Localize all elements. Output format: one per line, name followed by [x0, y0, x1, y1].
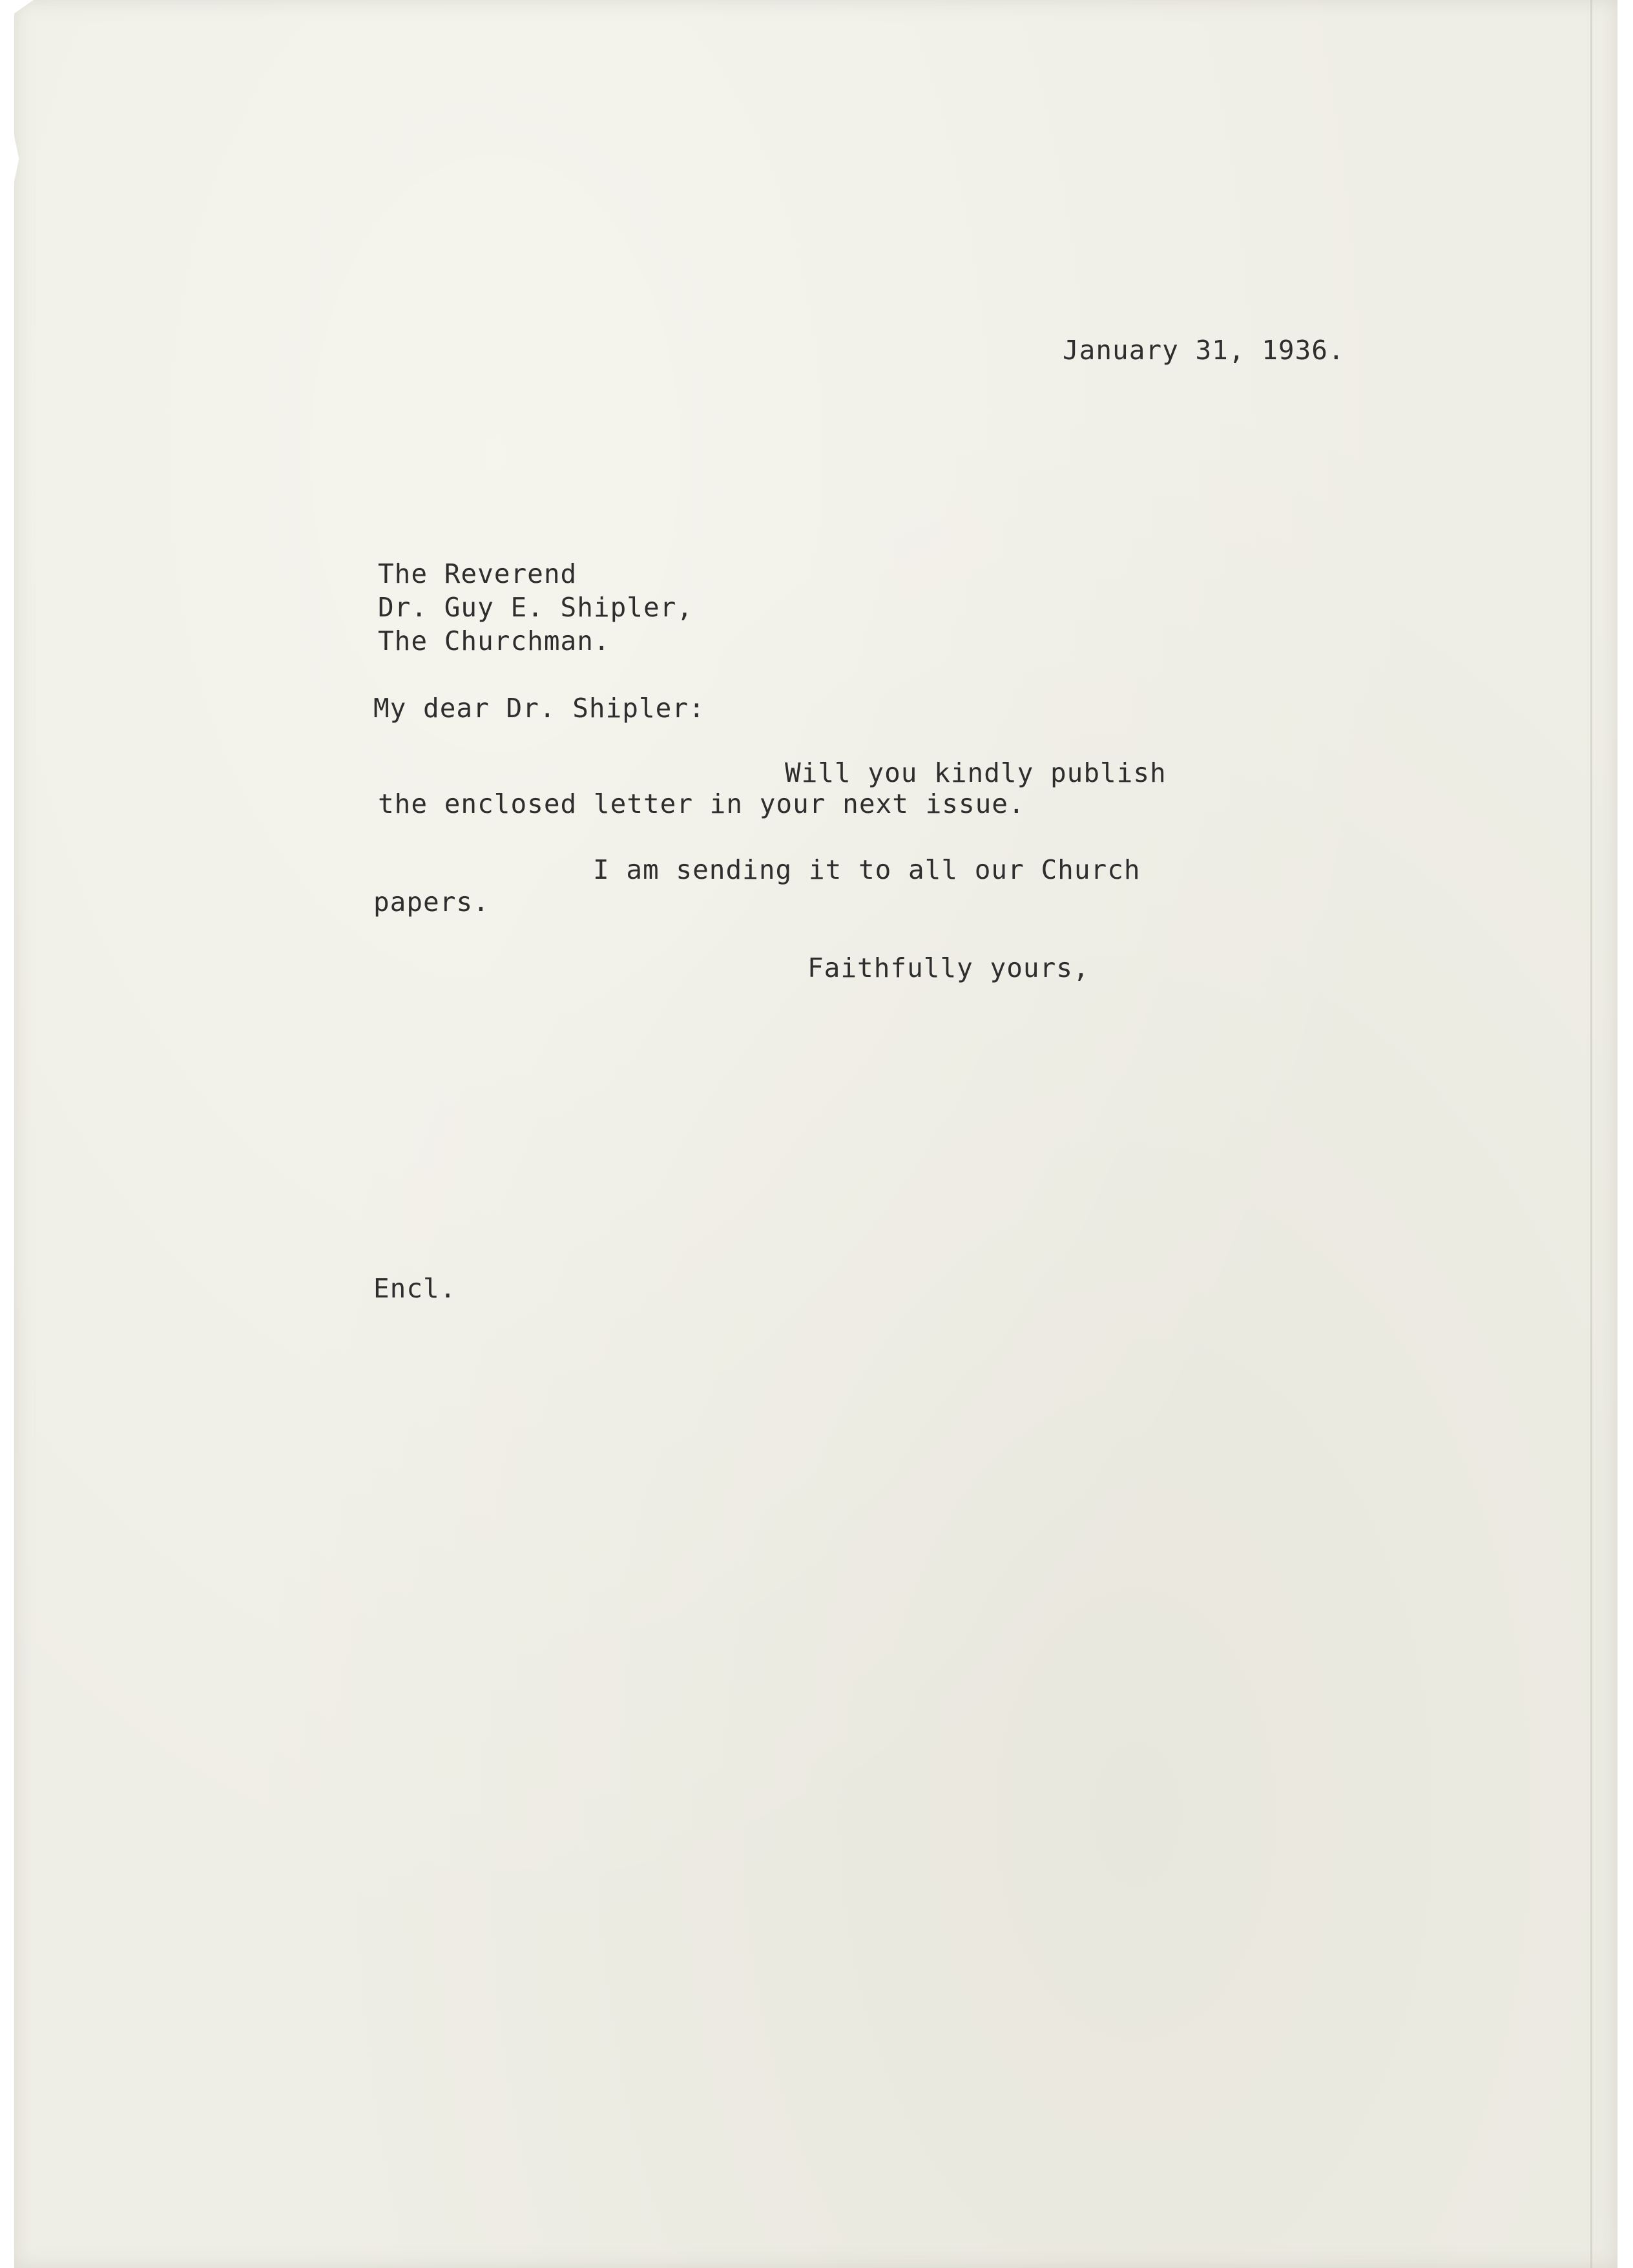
closing: Faithfully yours,: [807, 952, 1090, 983]
body-paragraph-1-line-1: Will you kindly publish: [785, 757, 1167, 788]
body-paragraph-2-line-1: I am sending it to all our Church: [593, 854, 1141, 885]
paper-sheet: [14, 0, 1617, 2268]
recipient-line-2: Dr. Guy E. Shipler,: [378, 592, 693, 623]
paper-edge-crease: [1590, 0, 1592, 2268]
enclosure-note: Encl.: [373, 1273, 457, 1304]
recipient-line-1: The Reverend: [378, 558, 577, 589]
recipient-line-3: The Churchman.: [378, 625, 610, 656]
letter-date: January 31, 1936.: [1063, 335, 1345, 366]
salutation: My dear Dr. Shipler:: [373, 693, 705, 724]
body-paragraph-1-line-2: the enclosed letter in your next issue.: [378, 788, 1025, 819]
body-paragraph-2-line-2: papers.: [373, 887, 490, 918]
